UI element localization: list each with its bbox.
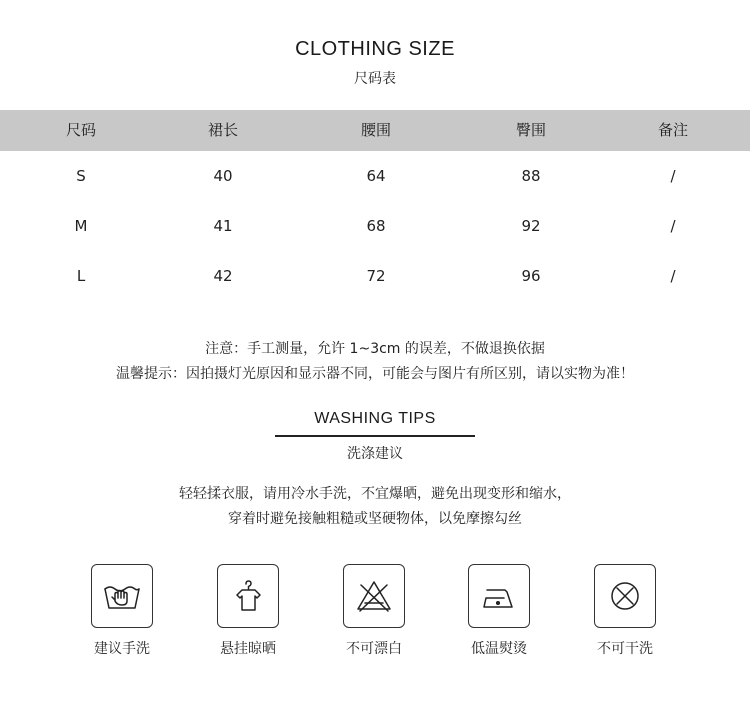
- no-bleach-icon: [354, 576, 394, 616]
- header-remark: 备注: [657, 121, 688, 139]
- table-row: [0, 151, 750, 201]
- cell-remark: /: [670, 267, 676, 285]
- cell-size: L: [76, 267, 86, 285]
- table-row: [0, 251, 750, 301]
- table-row: [0, 201, 750, 251]
- size-table-header: [0, 110, 750, 151]
- no-dry-clean-icon: [605, 576, 645, 616]
- cell-size: M: [74, 217, 88, 235]
- cell-remark: /: [670, 167, 676, 185]
- care-label-no-dry-clean: 不可干洗: [597, 641, 653, 657]
- care-label-hand-wash: 建议手洗: [94, 641, 150, 657]
- care-item-low-iron: [468, 564, 530, 628]
- size-table: [0, 110, 750, 301]
- care-item-no-bleach: [343, 564, 405, 628]
- washing-tips-underline: [275, 435, 475, 437]
- cell-hip: 88: [521, 167, 541, 185]
- size-chart-title-en: CLOTHING SIZE: [295, 38, 455, 60]
- cell-size: S: [76, 167, 86, 185]
- cell-skirt-length: 40: [213, 167, 233, 185]
- header-size: 尺码: [65, 121, 96, 139]
- hang-dry-icon: [228, 576, 268, 616]
- cell-hip: 92: [521, 217, 541, 235]
- care-label-no-bleach: 不可漂白: [346, 641, 402, 657]
- cell-hip: 96: [521, 267, 541, 285]
- size-chart-title-zh: 尺码表: [354, 71, 396, 87]
- header-skirt-length: 裙长: [207, 121, 238, 139]
- care-item-no-dry-clean: [594, 564, 656, 628]
- washing-description-line1: 轻轻揉衣服，请用冷水手洗，不宜爆晒，避免出现变形和缩水，: [179, 486, 571, 502]
- cell-waist: 64: [366, 167, 386, 185]
- header-hip: 臀围: [515, 121, 546, 139]
- low-iron-icon: [479, 576, 519, 616]
- care-label-low-iron: 低温熨烫: [471, 641, 527, 657]
- header-waist: 腰围: [360, 121, 391, 139]
- washing-tips-title: WASHING TIPS: [314, 410, 436, 427]
- cell-waist: 72: [366, 267, 386, 285]
- cell-skirt-length: 42: [213, 267, 233, 285]
- washing-description-line2: 穿着时避免接触粗糙或坚硬物体，以免摩擦勾丝: [228, 511, 522, 527]
- measurement-note: 注意：手工测量，允许 1~3cm 的误差，不做退换依据: [205, 341, 545, 357]
- washing-tips-subtitle: 洗涤建议: [347, 446, 403, 462]
- cell-skirt-length: 41: [213, 217, 233, 235]
- care-item-hang-dry: [217, 564, 279, 628]
- cell-waist: 68: [366, 217, 386, 235]
- cell-remark: /: [670, 217, 676, 235]
- care-item-hand-wash: [91, 564, 153, 628]
- color-disclaimer: 温馨提示：因拍摄灯光原因和显示器不同，可能会与图片有所区别，请以实物为准！: [116, 366, 634, 382]
- care-label-hang-dry: 悬挂晾晒: [220, 641, 276, 657]
- hand-wash-icon: [102, 576, 142, 616]
